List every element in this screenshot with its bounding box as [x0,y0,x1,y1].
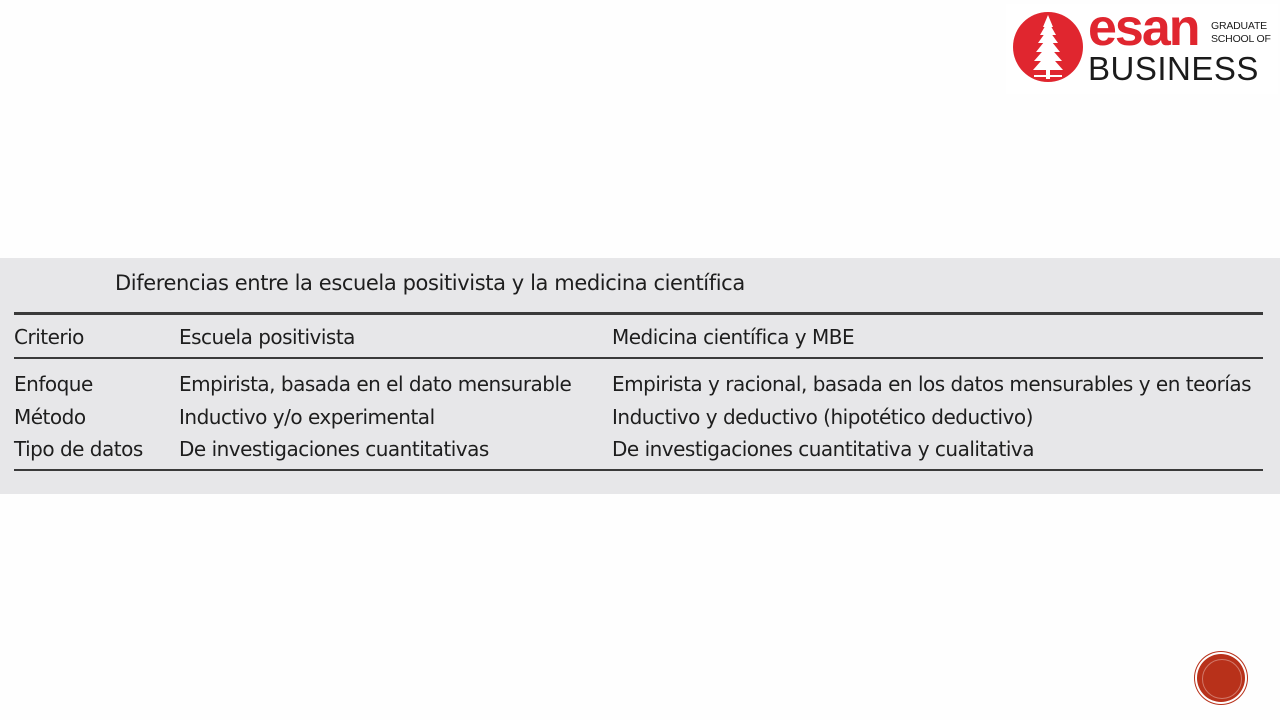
row-metodo-criterio: Método [14,405,86,429]
row-metodo-medicina: Inductivo y deductivo (hipotético deductivo) [612,405,1033,429]
logo-wordmark: esan [1088,0,1199,57]
row-metodo-positivista: Inductivo y/o experimental [179,405,435,429]
table-top-rule [14,312,1263,315]
row-enfoque-medicina: Empirista y racional, basada en los datos mensurables y en teorías [612,372,1252,396]
logo-subtitle [1211,20,1271,46]
table-header-rule [14,357,1263,359]
row-enfoque-criterio: Enfoque [14,372,93,396]
row-tipo-datos-positivista: De investigaciones cuantitativas [179,437,489,461]
logo-business: BUSINESS [1088,50,1259,87]
header-criterio: Criterio [14,325,84,349]
logo-subtitle-line2: SCHOOL OF [1211,33,1271,45]
tree-seal-icon [1012,9,1084,85]
header-medicina-cientifica: Medicina científica y MBE [612,325,855,349]
table-caption: Diferencias entre la escuela positivista y la medicina científica [115,271,745,295]
row-tipo-datos-medicina: De investigaciones cuantitativa y cualitativa [612,437,1035,461]
next-slide-circle-icon[interactable] [1197,654,1245,702]
logo-subtitle-line1: GRADUATE [1211,20,1267,32]
esan-logo [1006,0,1278,94]
header-escuela-positivista: Escuela positivista [179,325,355,349]
row-tipo-datos-criterio: Tipo de datos [14,437,143,461]
row-enfoque-positivista: Empirista, basada en el dato mensurable [179,372,572,396]
table-bottom-rule [14,469,1263,471]
